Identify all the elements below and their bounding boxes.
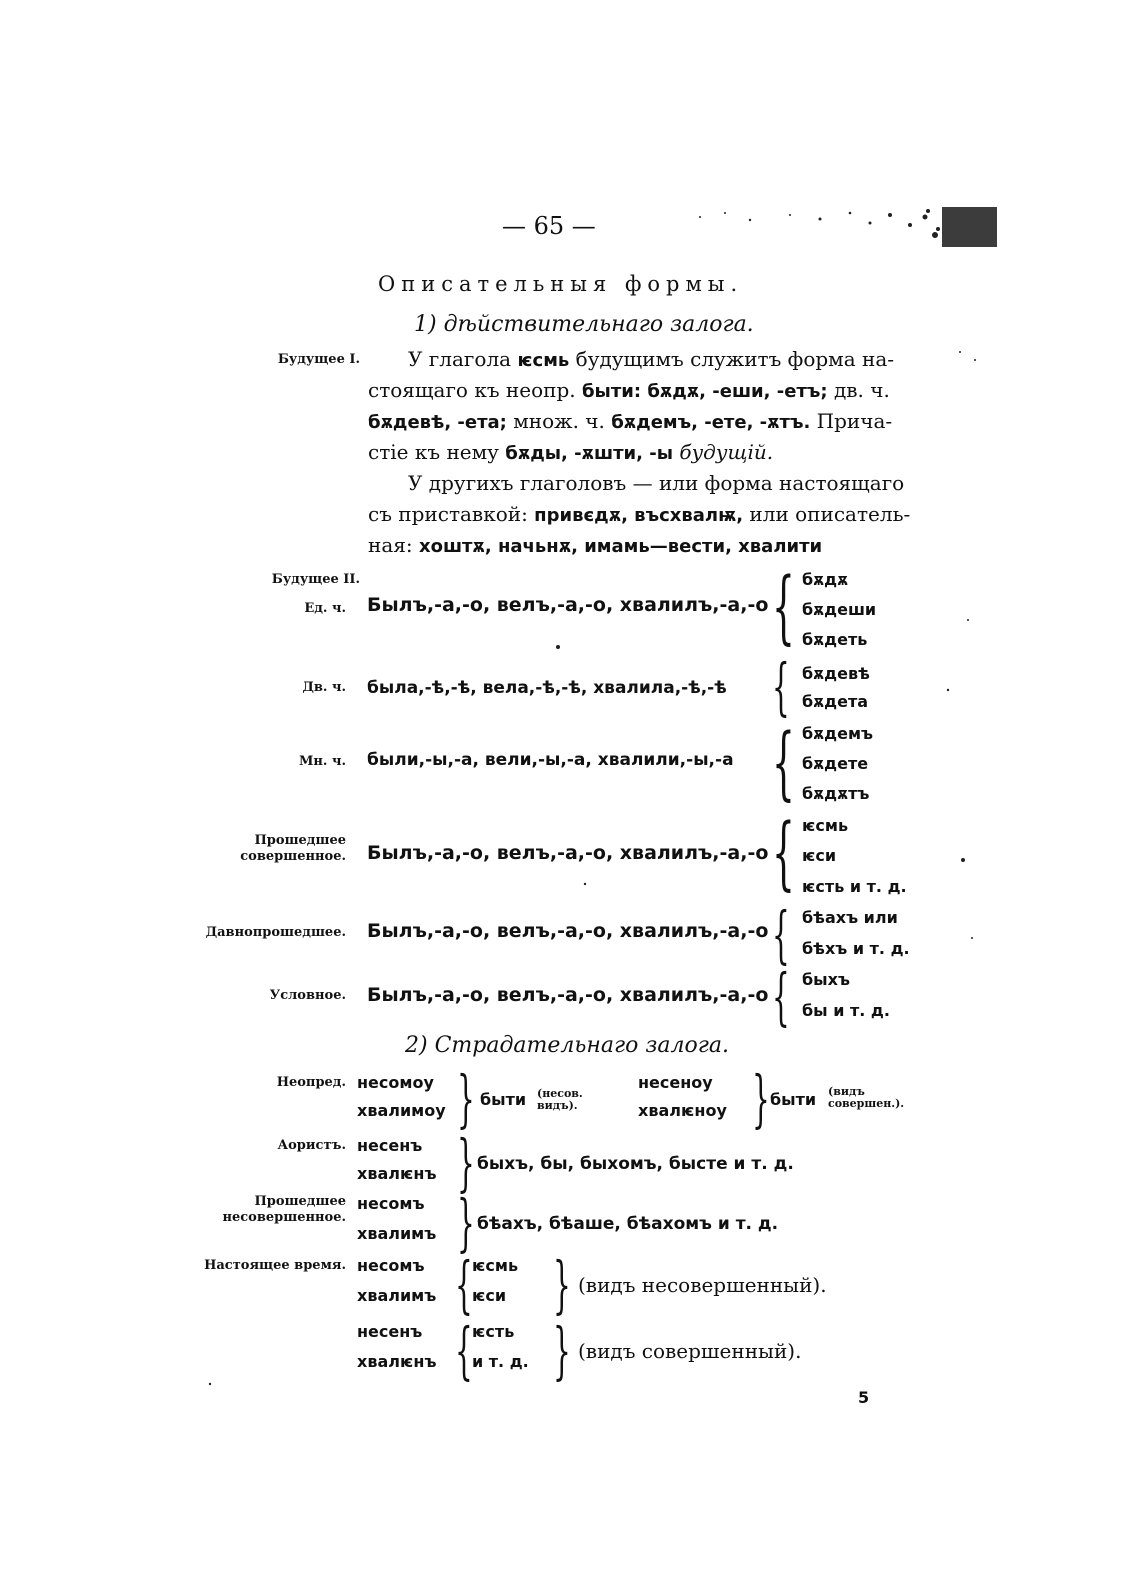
p1-l1-a: У глагола xyxy=(408,347,518,371)
imperfect-word-2: хвалимъ xyxy=(357,1224,437,1243)
brace-pluperfect: { xyxy=(772,898,790,971)
aux-future2-pl-2: бѫдете xyxy=(802,754,869,773)
present-row1-word-1: несомъ xyxy=(357,1256,425,1275)
section1-title: 1) дѣйствительнаго залога. xyxy=(414,312,754,337)
p1-line3 xyxy=(368,406,892,438)
present-row2-word-2: хвалѥнъ xyxy=(357,1352,437,1371)
inf-left-verb: быти xyxy=(480,1090,527,1109)
section-heading: Описательныя формы. xyxy=(378,272,744,296)
imperfect-word-1: несомъ xyxy=(357,1194,425,1213)
future2-num-pl: Мн. ч. xyxy=(299,754,346,769)
p1-l4-b: бѫды, -ѫшти, -ы xyxy=(505,443,674,464)
aorist-word-2: хвалѥнъ xyxy=(357,1164,437,1183)
aux-pluperfect-2: бѣхъ и т. д. xyxy=(802,939,910,958)
p1-l3-b: множ. ч. xyxy=(506,409,612,433)
label-infinitive: Неопред. xyxy=(276,1075,346,1090)
p2-l3-a: ная: xyxy=(368,533,419,557)
aux-perfect-3: ѥсть и т. д. xyxy=(802,877,907,896)
present-row1-aux-1: ѥсмь xyxy=(472,1256,519,1275)
present-row1-note: (видъ несовершенный). xyxy=(578,1273,827,1297)
inf-left-note: (несов. видъ). xyxy=(537,1087,583,1112)
brace-future2-du: { xyxy=(772,650,790,723)
p1-line2 xyxy=(368,375,890,407)
brace-present-row2-right: } xyxy=(553,1314,571,1387)
p1-l1-b: ѥсмь xyxy=(517,350,570,371)
future2-num-sg: Ед. ч. xyxy=(304,601,346,616)
aux-future2-sg-3: бѫдеть xyxy=(802,630,868,649)
p2-l3-b: хоштѫ, начьнѫ, имамь—вести, хвалити xyxy=(418,536,823,557)
perfect-forms: Былъ,-а,-о, велъ,-а,-о, хвалилъ,-а,-о xyxy=(367,842,769,864)
p1-l2-a: стоящаго къ неопр. xyxy=(368,378,582,402)
future2-forms-pl: были,-ы,-а, вели,-ы,-а, хвалили,-ы,-а xyxy=(367,750,734,770)
aux-perfect-1: ѥсмь xyxy=(802,816,849,835)
label-pluperfect: Давнопрошедшее. xyxy=(205,925,346,940)
inf-right-word-1: несеноу xyxy=(638,1073,713,1092)
present-row2-aux-1: ѥсть xyxy=(472,1322,515,1341)
inf-left-word-1: несомоу xyxy=(357,1073,434,1092)
p2-l2-b: привєдѫ, въсхвалѭ, xyxy=(534,505,744,526)
aux-future2-pl-1: бѫдемъ xyxy=(802,724,874,743)
aorist-forms: быхъ, бы, быхомъ, бысте и т. д. xyxy=(477,1154,794,1174)
aux-conditional-1: быхъ xyxy=(802,970,850,989)
p2-line3 xyxy=(368,530,822,562)
aux-perfect-2: ѥси xyxy=(802,846,837,865)
label-perfect: Прошедшее совершенное. xyxy=(240,833,346,864)
p1-l4-a: стіе къ нему xyxy=(368,440,506,464)
page-number: — 65 — xyxy=(502,212,596,240)
p2-line1: У другихъ глаголовъ — или форма настоящаго xyxy=(408,471,905,495)
label-future1: Будущее I. xyxy=(277,352,360,367)
future2-forms-du: была,-ѣ,-ѣ, вела,-ѣ,-ѣ, хвалила,-ѣ,-ѣ xyxy=(367,678,727,698)
brace-present-row2-left: { xyxy=(455,1314,473,1387)
future2-num-du: Дв. ч. xyxy=(302,680,346,695)
aux-conditional-2: бы и т. д. xyxy=(802,1001,890,1020)
p1-l3-d: Прича- xyxy=(810,409,893,433)
aux-future2-sg-2: бѫдеши xyxy=(802,600,877,619)
p1-l4-c: будущій. xyxy=(673,440,774,464)
label-future2: Будущее II. xyxy=(271,572,360,587)
brace-inf-left: } xyxy=(457,1062,475,1135)
p1-l3-a: бѫдевѣ, -ета; xyxy=(368,412,507,433)
p1-l2-c: дв. ч. xyxy=(827,378,890,402)
brace-inf-right: } xyxy=(752,1062,770,1135)
inf-right-verb: быти xyxy=(770,1090,817,1109)
scan-noise-smudge xyxy=(680,205,1000,255)
p2-l2-c: или описатель- xyxy=(743,502,911,526)
brace-future2-sg: { xyxy=(772,560,795,653)
present-row1-word-2: хвалимъ xyxy=(357,1286,437,1305)
aorist-word-1: несенъ xyxy=(357,1136,423,1155)
section2-title: 2) Страдательнаго залога. xyxy=(405,1033,729,1058)
label-aorist: Аористъ. xyxy=(277,1138,346,1153)
brace-aorist: } xyxy=(457,1126,475,1199)
pluperfect-forms: Былъ,-а,-о, велъ,-а,-о, хвалилъ,-а,-о xyxy=(367,920,769,942)
aux-future2-du-2: бѫдета xyxy=(802,692,869,711)
aux-future2-sg-1: бѫдѫ xyxy=(802,570,849,589)
p2-line2 xyxy=(368,499,910,531)
present-row2-note: (видъ совершенный). xyxy=(578,1339,802,1363)
inf-right-note: (видъ совершен.). xyxy=(828,1085,905,1110)
aux-future2-du-1: бѫдевѣ xyxy=(802,664,870,683)
brace-present-row1-right: } xyxy=(553,1248,571,1321)
brace-conditional: { xyxy=(772,960,790,1033)
label-conditional: Условное. xyxy=(269,988,346,1003)
p2-l2-a: съ приставкой: xyxy=(368,502,535,526)
imperfect-forms: бѣахъ, бѣаше, бѣахомъ и т. д. xyxy=(477,1214,779,1234)
brace-perfect: { xyxy=(772,806,795,899)
future1-paragraph xyxy=(368,344,958,474)
p1-line1 xyxy=(408,344,894,376)
inf-right-word-2: хвалѥноу xyxy=(638,1101,727,1120)
present-row2-aux-2: и т. д. xyxy=(472,1352,529,1371)
brace-future2-pl: { xyxy=(772,716,795,809)
aux-pluperfect-1: бѣахъ или xyxy=(802,908,898,927)
label-present: Настоящее время. xyxy=(204,1258,346,1273)
p1-line4 xyxy=(368,437,773,469)
p1-l1-c: будущимъ служитъ форма на- xyxy=(569,347,895,371)
aux-future2-pl-3: бѫдѫтъ xyxy=(802,784,870,803)
present-row2-word-1: несенъ xyxy=(357,1322,423,1341)
inf-left-word-2: хвалимоу xyxy=(357,1101,446,1120)
p1-l2-b: быти: бѫдѫ, -еши, -етъ; xyxy=(581,381,828,402)
present-row1-aux-2: ѥси xyxy=(472,1286,507,1305)
conditional-forms: Былъ,-а,-о, велъ,-а,-о, хвалилъ,-а,-о xyxy=(367,984,769,1006)
brace-imperfect: } xyxy=(457,1186,475,1259)
future2-forms-sg: Былъ,-а,-о, велъ,-а,-о, хвалилъ,-а,-о xyxy=(367,594,769,616)
signature-mark: 5 xyxy=(858,1388,870,1407)
p1-l3-c: бѫдемъ, -ете, -ѫтъ. xyxy=(611,412,811,433)
brace-present-row1-left: { xyxy=(455,1248,473,1321)
others-paragraph xyxy=(368,468,958,568)
label-imperfect: Прошедшее несовершенное. xyxy=(222,1194,346,1225)
